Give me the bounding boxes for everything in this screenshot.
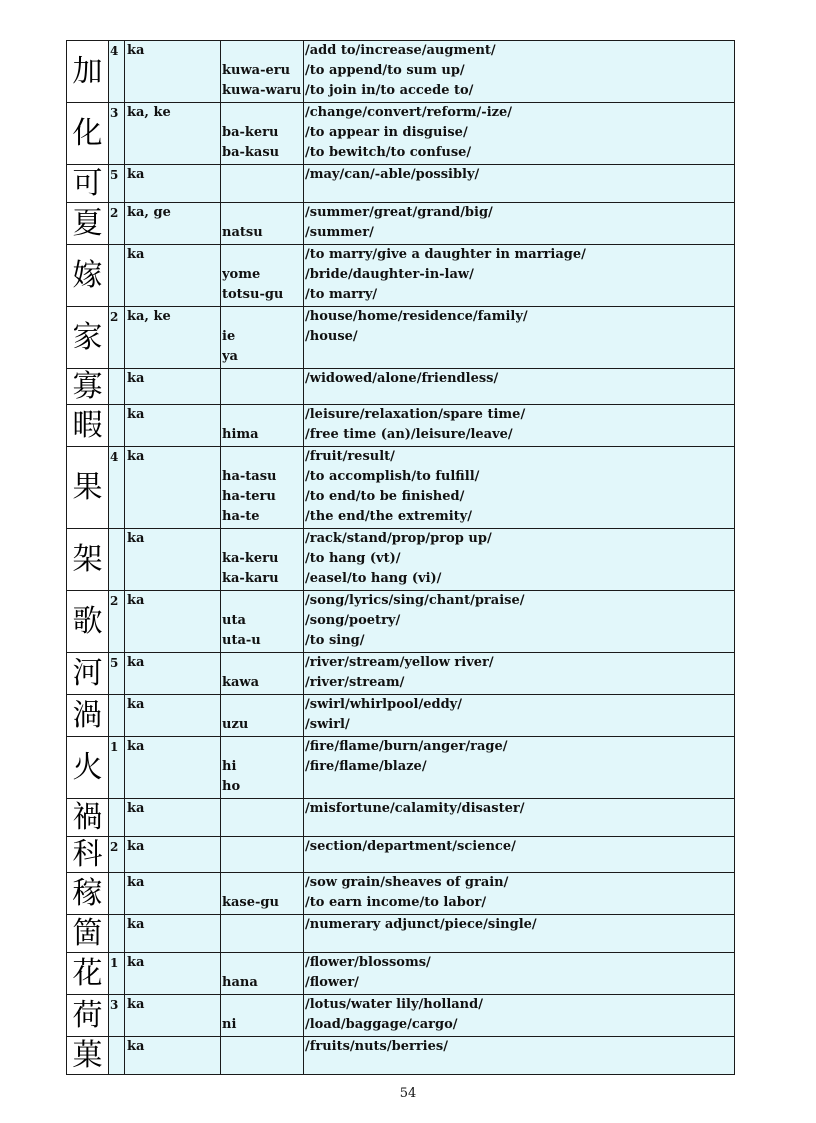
kun-reading-line	[222, 307, 303, 327]
meaning-line: /the end/the extremity/	[305, 509, 472, 524]
kun-reading-line	[222, 165, 303, 185]
meaning-line: /load/baggage/cargo/	[305, 1017, 458, 1032]
on-reading-value: ka	[127, 955, 145, 970]
kanji-entry-row	[67, 165, 735, 203]
meaning-line: /rack/stand/prop/prop up/	[305, 531, 492, 546]
kun-reading	[221, 529, 304, 591]
kanji-entry-row	[67, 799, 735, 837]
meaning-line: /section/department/science/	[305, 839, 516, 854]
grade-value	[110, 405, 124, 425]
meanings	[304, 953, 735, 995]
kanji-character: 嫁	[67, 245, 109, 307]
on-reading	[125, 1037, 221, 1075]
kanji-entry-row	[67, 995, 735, 1037]
kun-reading-line: ba-kasu	[222, 145, 280, 160]
kun-reading	[221, 953, 304, 995]
kun-reading-line	[222, 737, 303, 757]
kun-reading-line	[222, 873, 303, 893]
meaning-line: /fruits/nuts/berries/	[305, 1039, 448, 1054]
kun-reading-line	[222, 653, 303, 673]
kun-reading-line: ha-teru	[222, 489, 276, 504]
kanji-character: 果	[67, 447, 109, 529]
on-reading-value: ka	[127, 167, 145, 182]
on-reading-value: ka	[127, 655, 145, 670]
meaning-line: /change/convert/reform/-ize/	[305, 105, 513, 120]
meanings	[304, 653, 735, 695]
page-number: 54	[399, 1086, 417, 1101]
on-reading-value: ka	[127, 917, 145, 932]
on-reading	[125, 737, 221, 799]
kanji-entry-row	[67, 737, 735, 799]
meaning-line: /lotus/water lily/holland/	[305, 997, 483, 1012]
kun-reading-line	[222, 203, 303, 223]
on-reading	[125, 695, 221, 737]
meaning-line: /flower/blossoms/	[305, 955, 431, 970]
meanings	[304, 995, 735, 1037]
on-reading	[125, 953, 221, 995]
on-reading	[125, 369, 221, 405]
grade-level	[109, 41, 125, 103]
kanji-character: 科	[67, 837, 109, 873]
on-reading-value: ka	[127, 801, 145, 816]
grade-value	[110, 695, 124, 715]
kanji-entry-row	[67, 695, 735, 737]
meaning-line: /to hang (vt)/	[305, 551, 401, 566]
meaning-line: /may/can/-able/possibly/	[305, 167, 480, 182]
grade-level	[109, 369, 125, 405]
kanji-entry-row	[67, 591, 735, 653]
grade-level	[109, 591, 125, 653]
grade-value	[110, 873, 124, 893]
grade-value	[110, 799, 124, 819]
on-reading-value: ka	[127, 593, 145, 608]
grade-level	[109, 405, 125, 447]
meaning-line: /leisure/relaxation/spare time/	[305, 407, 526, 422]
meaning-line: /bride/daughter-in-law/	[305, 267, 474, 282]
meanings	[304, 307, 735, 369]
kanji-character: 渦	[67, 695, 109, 737]
meanings	[304, 529, 735, 591]
kun-reading-line: ba-keru	[222, 125, 279, 140]
meanings	[304, 369, 735, 405]
meanings	[304, 799, 735, 837]
on-reading	[125, 529, 221, 591]
on-reading	[125, 653, 221, 695]
on-reading	[125, 447, 221, 529]
meaning-line: /flower/	[305, 975, 359, 990]
kun-reading-line: uzu	[222, 717, 249, 732]
meaning-line: /to append/to sum up/	[305, 63, 465, 78]
kun-reading-line	[222, 369, 303, 389]
grade-value: 4	[110, 44, 119, 58]
kun-reading	[221, 995, 304, 1037]
kun-reading-line	[222, 837, 303, 857]
kun-reading-line	[222, 103, 303, 123]
meaning-line: /to join in/to accede to/	[305, 83, 474, 98]
kun-reading-line: kase-gu	[222, 895, 279, 910]
on-reading-value: ka	[127, 407, 145, 422]
on-reading	[125, 591, 221, 653]
kun-reading-line: uta	[222, 613, 246, 628]
meaning-line: /summer/great/grand/big/	[305, 205, 493, 220]
kun-reading	[221, 245, 304, 307]
grade-level	[109, 203, 125, 245]
on-reading-value: ka, ke	[127, 105, 171, 120]
kun-reading	[221, 405, 304, 447]
kun-reading-line	[222, 995, 303, 1015]
grade-level	[109, 529, 125, 591]
kun-reading-line: totsu-gu	[222, 287, 284, 302]
kun-reading	[221, 591, 304, 653]
on-reading	[125, 995, 221, 1037]
kun-reading-line	[222, 1037, 303, 1057]
kun-reading	[221, 915, 304, 953]
meaning-line: /swirl/whirlpool/eddy/	[305, 697, 462, 712]
meanings	[304, 245, 735, 307]
meaning-line: /to appear in disguise/	[305, 125, 468, 140]
kun-reading	[221, 165, 304, 203]
on-reading	[125, 203, 221, 245]
kun-reading-line: ya	[222, 349, 238, 364]
kanji-entry-row	[67, 529, 735, 591]
meanings	[304, 41, 735, 103]
kanji-entry-row	[67, 1037, 735, 1075]
kanji-entry-row	[67, 369, 735, 405]
on-reading-value: ka	[127, 997, 145, 1012]
kun-reading-line	[222, 915, 303, 935]
kanji-entry-row	[67, 915, 735, 953]
kun-reading-line	[222, 405, 303, 425]
meanings	[304, 1037, 735, 1075]
meaning-line: /free time (an)/leisure/leave/	[305, 427, 513, 442]
grade-level	[109, 799, 125, 837]
kun-reading	[221, 1037, 304, 1075]
meaning-line: /widowed/alone/friendless/	[305, 371, 499, 386]
kun-reading-line: ha-tasu	[222, 469, 277, 484]
on-reading-value: ka	[127, 875, 145, 890]
grade-value	[110, 369, 124, 389]
kun-reading	[221, 799, 304, 837]
kun-reading-line	[222, 799, 303, 819]
meaning-line: /fruit/result/	[305, 449, 395, 464]
grade-value: 5	[110, 168, 119, 182]
grade-value	[110, 529, 124, 549]
kun-reading	[221, 369, 304, 405]
meanings	[304, 165, 735, 203]
kun-reading-line	[222, 41, 303, 61]
kanji-entry-row	[67, 953, 735, 995]
kun-reading-line	[222, 245, 303, 265]
grade-level	[109, 447, 125, 529]
kun-reading	[221, 41, 304, 103]
meaning-line: /swirl/	[305, 717, 350, 732]
kanji-character: 夏	[67, 203, 109, 245]
meaning-line: /fire/flame/blaze/	[305, 759, 427, 774]
kanji-character: 歌	[67, 591, 109, 653]
on-reading	[125, 873, 221, 915]
meaning-line: /numerary adjunct/piece/single/	[305, 917, 537, 932]
grade-value: 5	[110, 656, 119, 670]
on-reading	[125, 103, 221, 165]
kun-reading-line: ni	[222, 1017, 237, 1032]
kanji-character: 荷	[67, 995, 109, 1037]
kanji-entry-row	[67, 653, 735, 695]
grade-level	[109, 1037, 125, 1075]
grade-value: 2	[110, 206, 119, 220]
on-reading	[125, 915, 221, 953]
meaning-line: /to marry/give a daughter in marriage/	[305, 247, 586, 262]
kanji-character: 河	[67, 653, 109, 695]
meanings	[304, 591, 735, 653]
kun-reading-line: natsu	[222, 225, 263, 240]
kanji-table-body	[67, 41, 735, 1075]
kanji-entry-row	[67, 837, 735, 873]
on-reading-value: ka	[127, 839, 145, 854]
on-reading	[125, 307, 221, 369]
kanji-entry-row	[67, 447, 735, 529]
kanji-character: 可	[67, 165, 109, 203]
on-reading-value: ka	[127, 247, 145, 262]
on-reading-value: ka	[127, 1039, 145, 1054]
on-reading	[125, 245, 221, 307]
meaning-line: /sow grain/sheaves of grain/	[305, 875, 509, 890]
kun-reading-line: hima	[222, 427, 259, 442]
kanji-character: 禍	[67, 799, 109, 837]
kanji-entry-row	[67, 307, 735, 369]
grade-value	[110, 1037, 124, 1057]
meaning-line: /house/	[305, 329, 358, 344]
grade-level	[109, 653, 125, 695]
kanji-table	[66, 40, 735, 1075]
grade-value: 1	[110, 740, 119, 754]
meaning-line: /song/poetry/	[305, 613, 401, 628]
kanji-entry-row	[67, 41, 735, 103]
grade-level	[109, 737, 125, 799]
kanji-character: 架	[67, 529, 109, 591]
kanji-character: 加	[67, 41, 109, 103]
meaning-line: /song/lyrics/sing/chant/praise/	[305, 593, 525, 608]
meanings	[304, 447, 735, 529]
kun-reading-line	[222, 591, 303, 611]
kun-reading-line: hi	[222, 759, 237, 774]
meaning-line: /to accomplish/to fulfill/	[305, 469, 480, 484]
kanji-entry-row	[67, 103, 735, 165]
kanji-character: 家	[67, 307, 109, 369]
grade-level	[109, 307, 125, 369]
kun-reading	[221, 873, 304, 915]
kun-reading	[221, 103, 304, 165]
kun-reading-line: ka-karu	[222, 571, 279, 586]
grade-level	[109, 695, 125, 737]
kanji-character: 化	[67, 103, 109, 165]
meaning-line: /misfortune/calamity/disaster/	[305, 801, 525, 816]
meaning-line: /river/stream/yellow river/	[305, 655, 494, 670]
kanji-character: 暇	[67, 405, 109, 447]
kun-reading-line: yome	[222, 267, 261, 282]
grade-level	[109, 103, 125, 165]
kun-reading-line: kuwa-eru	[222, 63, 291, 78]
meanings	[304, 873, 735, 915]
grade-level	[109, 915, 125, 953]
meaning-line: /to sing/	[305, 633, 365, 648]
meaning-line: /to marry/	[305, 287, 378, 302]
meaning-line: /house/home/residence/family/	[305, 309, 528, 324]
grade-level	[109, 995, 125, 1037]
on-reading-value: ka	[127, 697, 145, 712]
grade-value: 4	[110, 450, 119, 464]
kun-reading-line	[222, 695, 303, 715]
on-reading-value: ka, ke	[127, 309, 171, 324]
kanji-character: 寡	[67, 369, 109, 405]
kun-reading	[221, 653, 304, 695]
kanji-character: 花	[67, 953, 109, 995]
kun-reading	[221, 203, 304, 245]
kun-reading	[221, 447, 304, 529]
meaning-line: /to earn income/to labor/	[305, 895, 487, 910]
kanji-character: 箇	[67, 915, 109, 953]
kun-reading-line	[222, 447, 303, 467]
grade-value: 2	[110, 594, 119, 608]
grade-value	[110, 245, 124, 265]
grade-level	[109, 245, 125, 307]
meaning-line: /easel/to hang (vi)/	[305, 571, 442, 586]
kun-reading-line	[222, 953, 303, 973]
grade-value	[110, 915, 124, 935]
on-reading	[125, 405, 221, 447]
meaning-line: /add to/increase/augment/	[305, 43, 496, 58]
kun-reading	[221, 837, 304, 873]
on-reading	[125, 41, 221, 103]
grade-level	[109, 953, 125, 995]
meanings	[304, 837, 735, 873]
meaning-line: /to end/to be finished/	[305, 489, 465, 504]
kanji-entry-row	[67, 405, 735, 447]
kun-reading-line: ha-te	[222, 509, 260, 524]
kun-reading-line	[222, 529, 303, 549]
on-reading	[125, 165, 221, 203]
meaning-line: /river/stream/	[305, 675, 405, 690]
kun-reading-line: uta-u	[222, 633, 261, 648]
kun-reading-line: ho	[222, 779, 241, 794]
kanji-character: 菓	[67, 1037, 109, 1075]
grade-value: 2	[110, 310, 119, 324]
meanings	[304, 737, 735, 799]
on-reading	[125, 837, 221, 873]
kanji-character: 稼	[67, 873, 109, 915]
meanings	[304, 203, 735, 245]
on-reading-value: ka	[127, 531, 145, 546]
kanji-entry-row	[67, 873, 735, 915]
kun-reading	[221, 737, 304, 799]
meaning-line: /summer/	[305, 225, 374, 240]
on-reading-value: ka	[127, 739, 145, 754]
meanings	[304, 103, 735, 165]
meaning-line: /fire/flame/burn/anger/rage/	[305, 739, 508, 754]
grade-value: 1	[110, 956, 119, 970]
grade-value: 2	[110, 840, 119, 854]
kun-reading-line: kuwa-waru	[222, 83, 302, 98]
grade-level	[109, 165, 125, 203]
kun-reading-line: ie	[222, 329, 236, 344]
meanings	[304, 695, 735, 737]
grade-value: 3	[110, 998, 119, 1012]
meanings	[304, 405, 735, 447]
kanji-entry-row	[67, 203, 735, 245]
on-reading-value: ka	[127, 449, 145, 464]
on-reading-value: ka, ge	[127, 205, 171, 220]
kun-reading	[221, 695, 304, 737]
on-reading-value: ka	[127, 371, 145, 386]
kun-reading-line: hana	[222, 975, 258, 990]
kun-reading-line: kawa	[222, 675, 260, 690]
grade-level	[109, 873, 125, 915]
kun-reading-line: ka-keru	[222, 551, 279, 566]
meanings	[304, 915, 735, 953]
on-reading	[125, 799, 221, 837]
grade-value: 3	[110, 106, 119, 120]
kanji-entry-row	[67, 245, 735, 307]
grade-level	[109, 837, 125, 873]
kanji-character: 火	[67, 737, 109, 799]
kun-reading	[221, 307, 304, 369]
meaning-line: /to bewitch/to confuse/	[305, 145, 472, 160]
on-reading-value: ka	[127, 43, 145, 58]
